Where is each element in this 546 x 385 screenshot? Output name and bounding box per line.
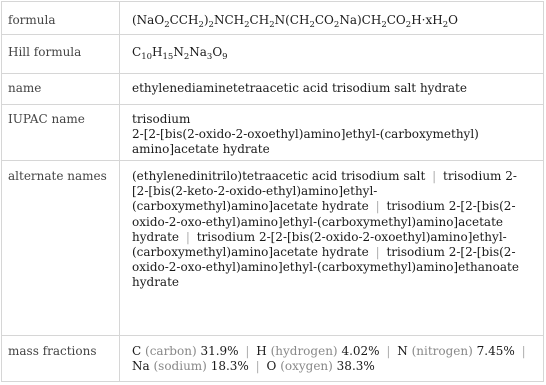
iupac-line: 2-[2-[bis(2-oxido-2-oxoethyl)amino]ethyl-(carboxymethyl): [132, 127, 479, 142]
iupac-name-label: IUPAC name: [2, 105, 120, 161]
row-formula: [2, 2, 544, 35]
name-label: name: [2, 74, 120, 105]
element-symbol: O: [266, 359, 277, 374]
alternate-names-label: alternate names: [2, 161, 120, 336]
mass-fraction-item: [256, 344, 379, 358]
mass-fractions-value: [120, 336, 544, 382]
hill-formula-label: Hill formula: [2, 35, 120, 74]
row-hill-formula: [2, 35, 544, 74]
element-name: (sodium): [153, 359, 207, 374]
element-name: (oxygen): [280, 359, 333, 374]
element-name: (hydrogen): [270, 344, 338, 358]
name-value: ethylenediaminetetraacetic acid trisodium salt hydrate: [120, 74, 544, 105]
row-alternate-names: [2, 161, 544, 336]
element-name: (nitrogen): [411, 344, 473, 358]
separator: |: [521, 344, 526, 358]
mass-fraction-item: [267, 359, 375, 373]
alternate-name: (ethylenedinitrilo)tetraacetic acid trisodium salt: [132, 169, 426, 183]
element-name: (carbon): [145, 344, 197, 358]
alternate-name: trisodium 2-[2-[bis(2-keto-2-oxido-ethyl)amino]ethyl-(carboxymethyl)amino]acetate hydrate: [132, 169, 517, 214]
fraction-value: 31.9%: [200, 344, 239, 358]
element-symbol: N: [397, 344, 408, 358]
fraction-value: 7.45%: [476, 344, 515, 358]
properties-table: [1, 1, 544, 382]
alternate-name: trisodium 2-[2-[bis(2-oxido-2-oxo-ethyl)amino]ethyl-(carboxymethyl)amino]acetate hydrate: [132, 199, 516, 244]
mass-fractions-label: mass fractions: [2, 336, 120, 382]
mass-fraction-item: [132, 344, 239, 358]
mass-fraction-item: [397, 344, 515, 358]
iupac-name-value: [120, 105, 544, 161]
iupac-line: trisodium: [132, 112, 191, 126]
row-mass-fractions: [2, 336, 544, 382]
separator: |: [386, 344, 391, 358]
separator: |: [245, 344, 250, 358]
separator: |: [375, 199, 380, 214]
iupac-line: amino]acetate hydrate: [132, 142, 270, 157]
fraction-value: 38.3%: [336, 359, 375, 374]
hill-formula-value: $C_{10}H_{15}N_2Na_3O_9$: [120, 35, 544, 74]
formula-label: formula: [2, 2, 120, 35]
alternate-names-value: [120, 161, 544, 336]
alternate-name: trisodium 2-[2-[bis(2-oxido-2-oxo-ethyl)amino]ethyl-(carboxymethyl)amino]ethanoate hydrate: [132, 245, 519, 290]
fraction-value: 4.02%: [341, 344, 380, 358]
separator: |: [432, 169, 437, 183]
row-iupac-name: [2, 105, 544, 161]
mass-fraction-item: [132, 359, 249, 373]
separator: |: [185, 229, 190, 244]
alternate-name: trisodium 2-[2-[bis(2-oxido-2-oxoethyl)amino]ethyl-(carboxymethyl)amino]acetate hydrate: [132, 229, 507, 260]
element-symbol: H: [256, 344, 267, 358]
formula-value: $(NaO_2CCH_2)_2NCH_2CH_2N(CH_2CO_2Na)CH_2CO_2H\cdot xH_2O$: [120, 2, 544, 35]
fraction-value: 18.3%: [210, 359, 249, 374]
element-symbol: Na: [132, 359, 150, 374]
separator: |: [255, 359, 260, 374]
separator: |: [375, 245, 380, 260]
row-name: [2, 74, 544, 105]
element-symbol: C: [132, 344, 142, 358]
